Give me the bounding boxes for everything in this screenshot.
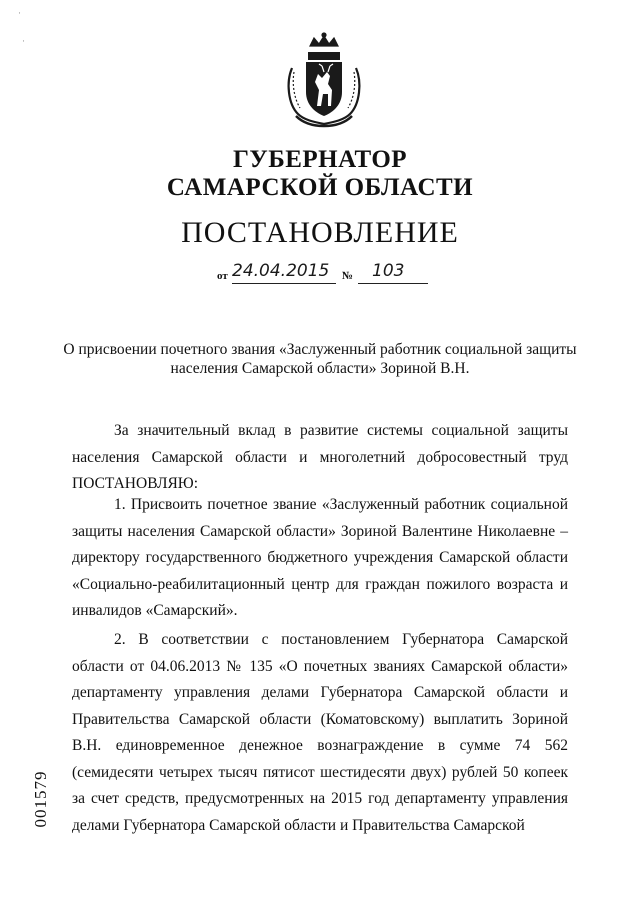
issuer-title-line2: САМАРСКОЙ ОБЛАСТИ — [166, 174, 474, 201]
registration-stamp: 001579 — [31, 770, 50, 828]
number-value: 103 — [372, 261, 405, 281]
issuer-title-line1: ГУБЕРНАТОР — [232, 146, 408, 173]
date-underline — [232, 283, 336, 284]
samara-coat-of-arms-icon — [284, 32, 364, 128]
document-type: ПОСТАНОВЛЕНИЕ — [181, 216, 459, 249]
preamble-paragraph: За значительный вклад в развитие системы социальной защиты населения Самарской области и многолетний добросовестный труд ПОСТАНОВЛЯЮ: — [72, 422, 568, 492]
date-value: 24.04.2015 — [232, 261, 330, 281]
number-underline — [358, 283, 428, 284]
date-label: от — [217, 270, 228, 282]
scan-speck: · — [22, 36, 25, 46]
item-2-paragraph: 2. В соответствии с постановлением Губернатора Самарской области от 04.06.2013 № 135 «О почетных званиях Самарской области» департаменту управления делами Губернатора Самарской области и Правительства Самарской области (Коматовскому) выплатить Зориной В.Н. единовременное денежное вознаграждение в сумме 74 562 (семидесяти четырех тысяч пятисот шестидесяти двух) рублей 50 копеек за счет средств, предусмотренных на 2015 год департаменту управления делами Губернатора Самарской области и Правительства Самарской — [72, 631, 568, 834]
decree-subject: О присвоении почетного звания «Заслуженный работник социальной защиты населения Самарской области» Зориной В.Н. — [63, 341, 577, 377]
number-label: № — [342, 270, 354, 282]
item-1-paragraph: 1. Присвоить почетное звание «Заслуженный работник социальной защиты населения Самарской области» Зориной Валентине Николаевне – директору государственного бюджетного учреждения Самарской области «Социально-реабилитационный центр для граждан пожилого возраста и инвалидов «Самарский». — [72, 496, 568, 619]
scan-speck: · — [18, 8, 21, 18]
decree-meta — [0, 261, 640, 289]
